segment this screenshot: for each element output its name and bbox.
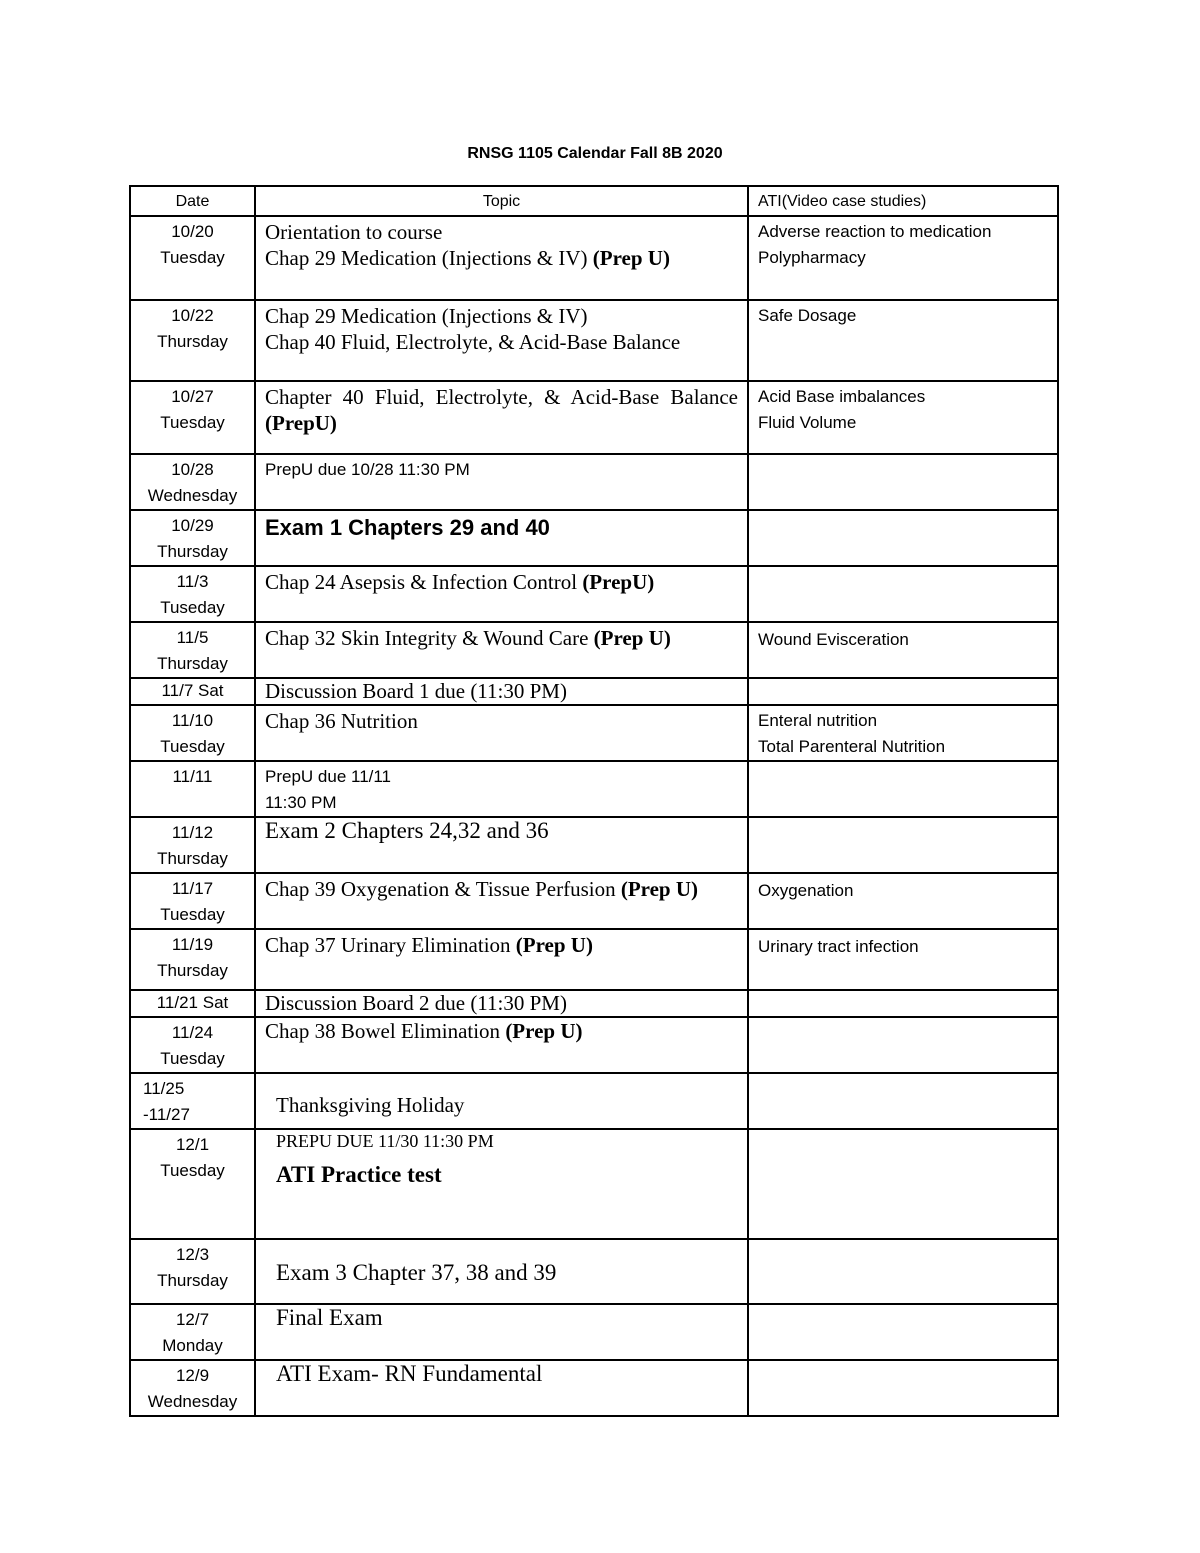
- date-cell: 12/7 Monday: [130, 1304, 255, 1360]
- topic-cell: Discussion Board 2 due (11:30 PM): [255, 990, 748, 1017]
- date-cell: 11/10 Tuesday: [130, 705, 255, 761]
- table-row: [130, 1073, 1058, 1129]
- topic-cell: Chap 24 Asepsis & Infection Control (PrepU): [255, 566, 748, 622]
- ati-cell: Enteral nutrition Total Parenteral Nutrition: [748, 705, 1058, 761]
- ati-cell: [748, 1017, 1058, 1073]
- table-row: [130, 300, 1058, 381]
- table-row: [130, 1304, 1058, 1360]
- table-row: [130, 622, 1058, 678]
- ati-cell: [748, 1239, 1058, 1304]
- table-row: [130, 381, 1058, 454]
- date-cell: 11/3 Tuseday: [130, 566, 255, 622]
- table-row: [130, 1239, 1058, 1304]
- table-row: [130, 454, 1058, 510]
- topic-cell: PREPU DUE 11/30 11:30 PM ATI Practice test: [255, 1129, 748, 1239]
- date-cell: 10/27 Tuesday: [130, 381, 255, 454]
- topic-cell: PrepU due 10/28 11:30 PM: [255, 454, 748, 510]
- date-cell: 11/21 Sat: [130, 990, 255, 1017]
- table-header-row: [130, 186, 1058, 216]
- topic-cell: Chapter 40 Fluid, Electrolyte, & Acid-Base Balance (PrepU): [255, 381, 748, 454]
- table-row: [130, 1129, 1058, 1239]
- header-ati: ATI(Video case studies): [748, 186, 1058, 216]
- table-row: [130, 1360, 1058, 1416]
- table-row: [130, 817, 1058, 873]
- date-cell: 12/3 Thursday: [130, 1239, 255, 1304]
- date-cell: 12/1 Tuesday: [130, 1129, 255, 1239]
- topic-cell: Thanksgiving Holiday: [255, 1073, 748, 1129]
- date-cell: 11/7 Sat: [130, 678, 255, 705]
- ati-cell: Adverse reaction to medication Polypharmacy: [748, 216, 1058, 300]
- ati-cell: [748, 678, 1058, 705]
- calendar-table: [129, 185, 1059, 1417]
- page-title: RNSG 1105 Calendar Fall 8B 2020: [467, 145, 723, 162]
- table-row: [130, 873, 1058, 929]
- topic-cell: Chap 39 Oxygenation & Tissue Perfusion (Prep U): [255, 873, 748, 929]
- table-row: [130, 990, 1058, 1017]
- date-cell: 12/9 Wednesday: [130, 1360, 255, 1416]
- ati-cell: [748, 761, 1058, 817]
- topic-cell: PrepU due 11/11 11:30 PM: [255, 761, 748, 817]
- date-cell: 11/24 Tuesday: [130, 1017, 255, 1073]
- ati-cell: Urinary tract infection: [748, 929, 1058, 990]
- table-row: [130, 216, 1058, 300]
- topic-cell: Exam 1 Chapters 29 and 40: [255, 510, 748, 566]
- table-row: [130, 761, 1058, 817]
- ati-cell: [748, 990, 1058, 1017]
- table-row: [130, 929, 1058, 990]
- ati-cell: [748, 1304, 1058, 1360]
- ati-cell: [748, 454, 1058, 510]
- ati-cell: Wound Evisceration: [748, 622, 1058, 678]
- topic-cell: Exam 2 Chapters 24,32 and 36: [255, 817, 748, 873]
- date-cell: 10/20 Tuesday: [130, 216, 255, 300]
- table-row: [130, 566, 1058, 622]
- topic-cell: ATI Exam- RN Fundamental: [255, 1360, 748, 1416]
- topic-cell: Orientation to course Chap 29 Medication (Injections & IV) (Prep U): [255, 216, 748, 300]
- ati-cell: [748, 566, 1058, 622]
- date-cell: 11/11: [130, 761, 255, 817]
- ati-cell: Safe Dosage: [748, 300, 1058, 381]
- topic-cell: Final Exam: [255, 1304, 748, 1360]
- topic-cell: Chap 37 Urinary Elimination (Prep U): [255, 929, 748, 990]
- date-cell: 11/17 Tuesday: [130, 873, 255, 929]
- date-cell: 11/19 Thursday: [130, 929, 255, 990]
- ati-cell: Acid Base imbalances Fluid Volume: [748, 381, 1058, 454]
- table-row: [130, 705, 1058, 761]
- table-row: [130, 678, 1058, 705]
- ati-cell: [748, 1129, 1058, 1239]
- topic-cell: Exam 3 Chapter 37, 38 and 39: [255, 1239, 748, 1304]
- topic-cell: Discussion Board 1 due (11:30 PM): [255, 678, 748, 705]
- date-cell: 10/22 Thursday: [130, 300, 255, 381]
- ati-cell: Oxygenation: [748, 873, 1058, 929]
- header-date: Date: [130, 186, 255, 216]
- ati-cell: [748, 817, 1058, 873]
- table-row: [130, 510, 1058, 566]
- header-topic: Topic: [255, 186, 748, 216]
- ati-cell: [748, 510, 1058, 566]
- topic-cell: Chap 29 Medication (Injections & IV) Chap 40 Fluid, Electrolyte, & Acid-Base Balance: [255, 300, 748, 381]
- ati-cell: [748, 1360, 1058, 1416]
- date-cell: 10/29 Thursday: [130, 510, 255, 566]
- date-cell: 10/28 Wednesday: [130, 454, 255, 510]
- date-cell: 11/12 Thursday: [130, 817, 255, 873]
- topic-cell: Chap 32 Skin Integrity & Wound Care (Prep U): [255, 622, 748, 678]
- topic-cell: Chap 38 Bowel Elimination (Prep U): [255, 1017, 748, 1073]
- table-row: [130, 1017, 1058, 1073]
- topic-cell: Chap 36 Nutrition: [255, 705, 748, 761]
- date-cell: 11/25 -11/27: [130, 1073, 255, 1129]
- date-cell: 11/5 Thursday: [130, 622, 255, 678]
- ati-cell: [748, 1073, 1058, 1129]
